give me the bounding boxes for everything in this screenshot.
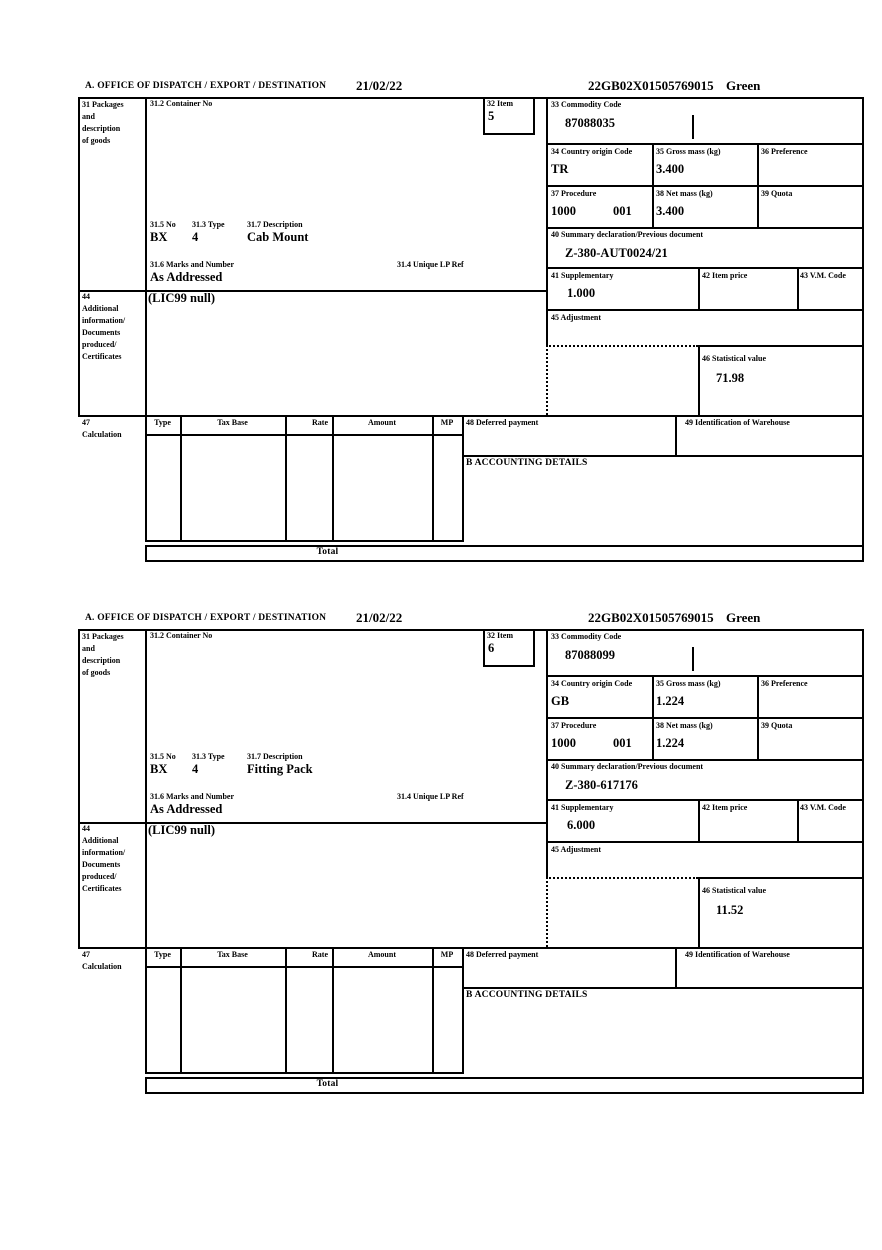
divider — [698, 877, 700, 947]
country-origin-value: GB — [551, 694, 570, 708]
box47-label: Calculation — [82, 962, 122, 971]
divider — [145, 1072, 464, 1074]
box44-label: produced/ — [82, 872, 117, 881]
divider — [652, 675, 654, 759]
item-number-label: 32 Item — [487, 631, 513, 640]
commodity-code-separator — [692, 115, 694, 139]
commodity-code-value: 87088035 — [565, 116, 615, 130]
calc-taxbase-header: Tax Base — [217, 418, 248, 427]
divider — [698, 345, 700, 415]
divider — [462, 415, 464, 540]
divider — [546, 185, 864, 187]
commodity-code-label: 33 Commodity Code — [551, 100, 622, 109]
divider — [675, 415, 677, 455]
accounting-details-label: B ACCOUNTING DETAILS — [466, 458, 588, 468]
divider — [78, 947, 864, 949]
divider — [862, 629, 864, 1094]
movement-reference-number: 22GB02X01505769015 — [588, 610, 714, 625]
divider — [546, 675, 864, 677]
country-origin-value: TR — [551, 162, 569, 176]
gross-mass-value: 3.400 — [656, 162, 685, 176]
divider — [483, 133, 535, 135]
box44-label: Additional — [82, 304, 119, 313]
divider — [757, 675, 759, 759]
divider — [483, 629, 485, 665]
calc-type-header: Type — [154, 950, 171, 959]
sad-continuation-item-5 — [0, 78, 882, 568]
movement-reference-number: 22GB02X01505769015 — [588, 78, 714, 93]
box44-label: Additional — [82, 836, 119, 845]
additional-information-value: (LIC99 null) — [148, 291, 216, 305]
divider — [698, 799, 700, 841]
divider — [462, 455, 864, 457]
divider — [546, 799, 864, 801]
net-mass-label: 38 Net mass (kg) — [656, 721, 713, 730]
box44-label: 44 — [82, 292, 90, 301]
divider — [332, 415, 334, 540]
commodity-code-separator — [692, 647, 694, 671]
procedure-value-2: 001 — [613, 204, 632, 218]
additional-information-value: (LIC99 null) — [148, 823, 216, 837]
unique-lp-ref-label: 31.4 Unique LP Ref — [397, 792, 464, 801]
package-type-label: 31.3 Type — [192, 220, 225, 229]
package-no-label: 31.5 No — [150, 220, 176, 229]
item-price-label: 42 Item price — [702, 803, 748, 812]
divider — [757, 143, 759, 227]
package-no-value: BX — [150, 230, 168, 244]
calc-taxbase-header: Tax Base — [217, 950, 248, 959]
divider — [862, 97, 864, 562]
procedure-value-2: 001 — [613, 736, 632, 750]
box31-label: and — [82, 644, 95, 653]
divider — [145, 1092, 864, 1094]
divider — [533, 97, 535, 135]
box31-label: 31 Packages — [82, 100, 124, 109]
box31-label: 31 Packages — [82, 632, 124, 641]
box31-label: description — [82, 656, 121, 665]
supplementary-label: 41 Supplementary — [551, 271, 614, 280]
calc-amount-header: Amount — [367, 418, 396, 427]
calc-amount-header: Amount — [367, 950, 396, 959]
box31-label: and — [82, 112, 95, 121]
divider — [332, 947, 334, 1072]
calc-mp-header: MP — [440, 418, 454, 427]
divider — [546, 629, 548, 877]
total-label: Total — [316, 1079, 339, 1089]
box44-label: Documents — [82, 328, 121, 337]
divider — [546, 227, 864, 229]
package-type-label: 31.3 Type — [192, 752, 225, 761]
calc-mp-header: MP — [440, 950, 454, 959]
statistical-value: 71.98 — [716, 371, 745, 385]
divider — [546, 267, 864, 269]
divider — [432, 947, 434, 1072]
goods-description-label: 31.7 Description — [247, 752, 303, 761]
goods-description-label: 31.7 Description — [247, 220, 303, 229]
divider — [145, 629, 147, 947]
divider — [483, 665, 535, 667]
box44-label: Certificates — [82, 884, 122, 893]
office-of-dispatch-label: A. OFFICE OF DISPATCH / EXPORT / DESTINATION — [85, 81, 327, 91]
net-mass-value: 3.400 — [656, 204, 685, 218]
calc-rate-header: Rate — [312, 418, 328, 427]
marks-numbers-label: 31.6 Marks and Number — [150, 260, 235, 269]
divider — [675, 947, 677, 987]
procedure-label: 37 Procedure — [551, 721, 597, 730]
procedure-value: 1000 — [551, 204, 576, 218]
goods-description-value: Cab Mount — [247, 230, 309, 244]
dotted-divider — [546, 345, 698, 347]
box31-label: of goods — [82, 668, 111, 677]
quota-label: 39 Quota — [761, 189, 793, 198]
divider — [652, 143, 654, 227]
box47-label: 47 — [82, 950, 90, 959]
divider — [546, 759, 864, 761]
gross-mass-label: 35 Gross mass (kg) — [656, 679, 721, 688]
adjustment-label: 45 Adjustment — [551, 313, 602, 322]
divider — [698, 345, 864, 347]
calc-rate-header: Rate — [312, 950, 328, 959]
box31-label: of goods — [82, 136, 111, 145]
statistical-value-label: 46 Statistical value — [702, 354, 766, 363]
marks-numbers-value: As Addressed — [150, 802, 223, 816]
box44-label: produced/ — [82, 340, 117, 349]
office-of-dispatch-label: A. OFFICE OF DISPATCH / EXPORT / DESTINATION — [85, 613, 327, 623]
accounting-details-label: B ACCOUNTING DETAILS — [466, 990, 588, 1000]
supplementary-value: 1.000 — [567, 286, 596, 300]
divider — [462, 987, 864, 989]
marks-numbers-value: As Addressed — [150, 270, 223, 284]
divider — [78, 97, 80, 415]
previous-document-value: Z-380-AUT0024/21 — [565, 246, 668, 260]
commodity-code-label: 33 Commodity Code — [551, 632, 622, 641]
divider — [285, 415, 287, 540]
net-mass-value: 1.224 — [656, 736, 685, 750]
supplementary-label: 41 Supplementary — [551, 803, 614, 812]
declaration-date: 21/02/22 — [356, 78, 403, 93]
goods-description-value: Fitting Pack — [247, 762, 313, 776]
divider — [285, 947, 287, 1072]
package-type-value: 4 — [192, 762, 199, 776]
divider — [462, 947, 464, 1072]
divider — [180, 947, 182, 1072]
item-price-label: 42 Item price — [702, 271, 748, 280]
item-number-value: 6 — [488, 641, 495, 655]
unique-lp-ref-label: 31.4 Unique LP Ref — [397, 260, 464, 269]
statistical-value-label: 46 Statistical value — [702, 886, 766, 895]
country-origin-label: 34 Country origin Code — [551, 147, 633, 156]
divider — [546, 97, 548, 345]
supplementary-value: 6.000 — [567, 818, 596, 832]
divider — [145, 966, 464, 968]
divider — [698, 877, 864, 879]
total-label: Total — [316, 547, 339, 557]
preference-label: 36 Preference — [761, 147, 808, 156]
adjustment-label: 45 Adjustment — [551, 845, 602, 854]
deferred-payment-label: 48 Deferred payment — [466, 418, 539, 427]
divider — [698, 267, 700, 309]
previous-document-label: 40 Summary declaration/Previous document — [551, 230, 704, 239]
procedure-label: 37 Procedure — [551, 189, 597, 198]
divider — [145, 415, 147, 540]
divider — [145, 434, 464, 436]
previous-document-label: 40 Summary declaration/Previous document — [551, 762, 704, 771]
box44-label: Documents — [82, 860, 121, 869]
divider — [533, 629, 535, 667]
box44-label: Certificates — [82, 352, 122, 361]
preference-label: 36 Preference — [761, 679, 808, 688]
quota-label: 39 Quota — [761, 721, 793, 730]
warehouse-id-label: 49 Identification of Warehouse — [685, 418, 790, 427]
item-number-label: 32 Item — [487, 99, 513, 108]
routing-status: Green — [726, 78, 761, 93]
dotted-divider — [546, 345, 548, 415]
commodity-code-value: 87088099 — [565, 648, 615, 662]
box44-label: information/ — [82, 848, 126, 857]
vm-code-label: 43 V.M. Code — [800, 271, 846, 280]
divider — [145, 560, 864, 562]
gross-mass-label: 35 Gross mass (kg) — [656, 147, 721, 156]
divider — [180, 415, 182, 540]
container-no-label: 31.2 Container No — [150, 631, 213, 640]
marks-numbers-label: 31.6 Marks and Number — [150, 792, 235, 801]
warehouse-id-label: 49 Identification of Warehouse — [685, 950, 790, 959]
container-no-label: 31.2 Container No — [150, 99, 213, 108]
country-origin-label: 34 Country origin Code — [551, 679, 633, 688]
divider — [797, 267, 799, 309]
divider — [797, 799, 799, 841]
gross-mass-value: 1.224 — [656, 694, 685, 708]
item-number-value: 5 — [488, 109, 495, 123]
divider — [546, 143, 864, 145]
box47-label: Calculation — [82, 430, 122, 439]
declaration-date: 21/02/22 — [356, 610, 403, 625]
deferred-payment-label: 48 Deferred payment — [466, 950, 539, 959]
statistical-value: 11.52 — [716, 903, 744, 917]
procedure-value: 1000 — [551, 736, 576, 750]
dotted-divider — [546, 877, 548, 947]
divider — [546, 309, 864, 311]
divider — [78, 415, 864, 417]
divider — [145, 947, 147, 1072]
package-no-value: BX — [150, 762, 168, 776]
vm-code-label: 43 V.M. Code — [800, 803, 846, 812]
divider — [546, 841, 864, 843]
divider — [483, 97, 485, 133]
dotted-divider — [546, 877, 698, 879]
calc-type-header: Type — [154, 418, 171, 427]
package-no-label: 31.5 No — [150, 752, 176, 761]
box47-label: 47 — [82, 418, 90, 427]
divider — [78, 629, 80, 947]
divider — [546, 717, 864, 719]
divider — [432, 415, 434, 540]
net-mass-label: 38 Net mass (kg) — [656, 189, 713, 198]
package-type-value: 4 — [192, 230, 199, 244]
sad-continuation-item-6 — [0, 610, 882, 1100]
routing-status: Green — [726, 610, 761, 625]
divider — [145, 97, 147, 415]
box44-label: information/ — [82, 316, 126, 325]
divider — [145, 540, 464, 542]
box31-label: description — [82, 124, 121, 133]
box44-label: 44 — [82, 824, 90, 833]
previous-document-value: Z-380-617176 — [565, 778, 638, 792]
